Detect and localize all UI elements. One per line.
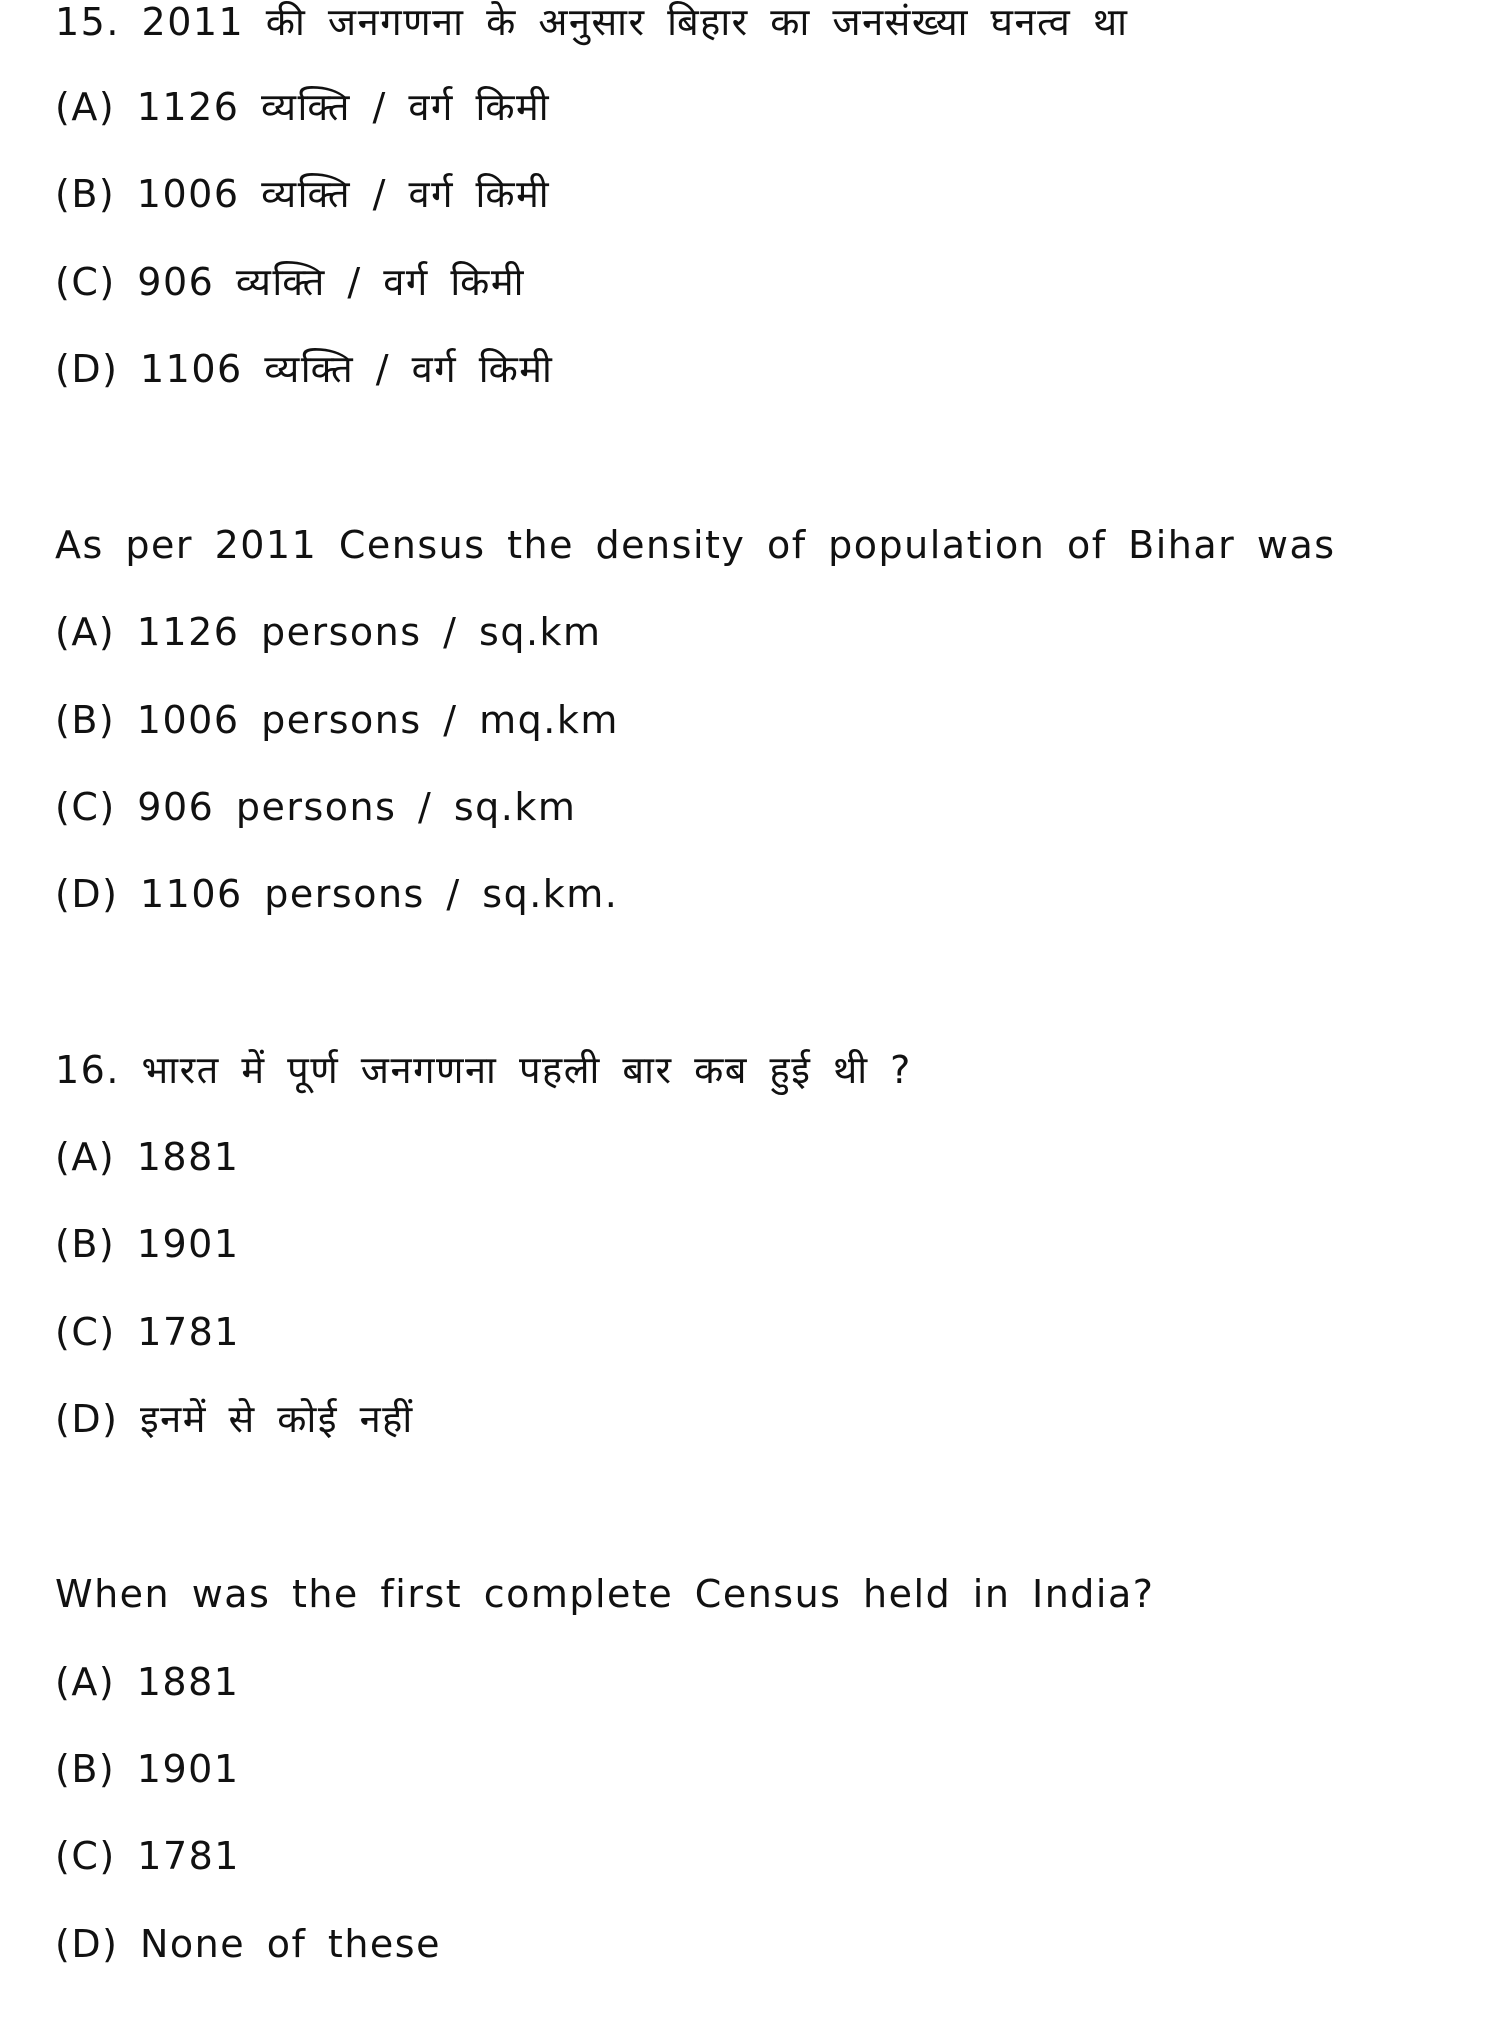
q16-english-option-b: (B) 1901 <box>55 1747 240 1791</box>
question-15-english-text: As per 2011 Census the density of population of Bihar was <box>55 523 1336 567</box>
q15-hindi-option-c: (C) 906 व्यक्ति / वर्ग किमी <box>55 260 525 304</box>
q16-hindi-option-b: (B) 1901 <box>55 1222 240 1266</box>
q16-hindi-option-c: (C) 1781 <box>55 1310 240 1354</box>
q15-english-option-c: (C) 906 persons / sq.km <box>55 785 577 829</box>
q16-english-option-d: (D) None of these <box>55 1922 441 1966</box>
question-16-english-text: When was the first complete Census held in India? <box>55 1572 1155 1616</box>
q16-hindi-option-d: (D) इनमें से कोई नहीं <box>55 1397 414 1441</box>
q15-hindi-option-a: (A) 1126 व्यक्ति / वर्ग किमी <box>55 85 551 129</box>
q15-hindi-option-d: (D) 1106 व्यक्ति / वर्ग किमी <box>55 347 554 391</box>
question-16-hindi-text: 16. भारत में पूर्ण जनगणना पहली बार कब हुई थी ? <box>55 1048 912 1092</box>
q15-english-option-b: (B) 1006 persons / mq.km <box>55 698 619 742</box>
q15-english-option-a: (A) 1126 persons / sq.km <box>55 610 602 654</box>
q16-english-option-a: (A) 1881 <box>55 1660 240 1704</box>
question-15-hindi-text: 15. 2011 की जनगणना के अनुसार बिहार का जनसंख्या घनत्व था <box>55 0 1129 44</box>
q15-hindi-option-b: (B) 1006 व्यक्ति / वर्ग किमी <box>55 172 551 216</box>
q16-english-option-c: (C) 1781 <box>55 1834 240 1878</box>
q16-hindi-option-a: (A) 1881 <box>55 1135 240 1179</box>
q15-english-option-d: (D) 1106 persons / sq.km. <box>55 872 619 916</box>
